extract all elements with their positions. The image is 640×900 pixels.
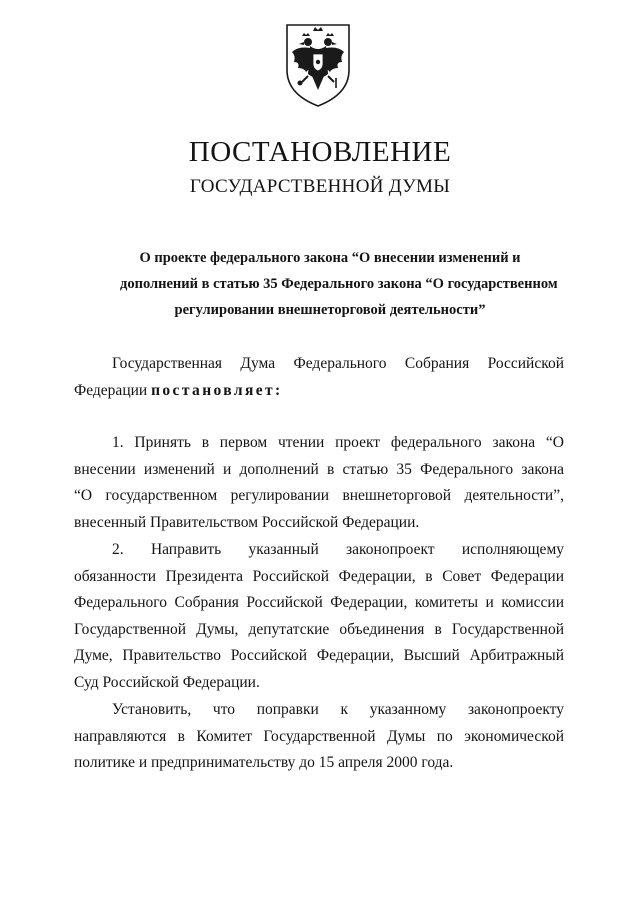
text-line: внесении изменений и дополнений в статью 35 Федерального закона bbox=[74, 460, 564, 478]
text-line: обязанности Президента Российской Федерации, в Совет Федерации bbox=[74, 567, 564, 585]
text-line: внесенный Правительством Российской Федерации. bbox=[74, 513, 420, 531]
clause-2-paragraph bbox=[74, 537, 564, 696]
text-line: политике и предпринимательству до 15 апреля 2000 года. bbox=[74, 754, 454, 771]
text-line: “О государственном регулировании внешнеторговой деятельности”, bbox=[74, 487, 564, 504]
text-line: направляются в Комитет Государственной Думы по экономической bbox=[74, 727, 564, 745]
text-line: Государственная Дума Федерального Собрания Российской bbox=[112, 355, 564, 372]
text-line: Установить, что поправки к указанному законопроекту bbox=[112, 701, 564, 718]
resolves-verb: постановляет: bbox=[151, 381, 283, 399]
heading-line: О проекте федерального закона “О внесении изменений и bbox=[139, 250, 521, 266]
text-line: 2. Направить указанный законопроект исполняющему bbox=[112, 541, 564, 558]
document-subtitle: ГОСУДАРСТВЕННОЙ ДУМЫ bbox=[189, 176, 451, 197]
text-line: Федерального Собрания Российской Федерации, комитеты и комиссии bbox=[74, 594, 564, 611]
resolution-heading bbox=[120, 245, 558, 323]
text-line bbox=[74, 378, 564, 405]
document-title: ПОСТАНОВЛЕНИЕ bbox=[188, 136, 452, 168]
text-line: Думе, Правительство Российской Федерации, Высший Арбитражный bbox=[74, 647, 564, 664]
preamble-paragraph bbox=[74, 351, 564, 404]
preamble-subject: Федерации bbox=[74, 381, 148, 399]
clause-3-paragraph bbox=[74, 697, 564, 777]
heading-line: регулировании внешнеторговой деятельности” bbox=[174, 302, 486, 318]
heading-line: дополнений в статью 35 Федерального закона “О государственном bbox=[120, 276, 558, 292]
text-line: 1. Принять в первом чтении проект федерального закона “О bbox=[112, 434, 564, 451]
double-headed-eagle-icon bbox=[284, 22, 352, 108]
text-line: Государственной Думы, депутатские объединения в Государственной bbox=[74, 620, 564, 638]
coat-of-arms-emblem bbox=[284, 22, 352, 108]
clause-1-paragraph bbox=[74, 430, 564, 536]
text-line: Суд Российской Федерации. bbox=[74, 673, 260, 691]
